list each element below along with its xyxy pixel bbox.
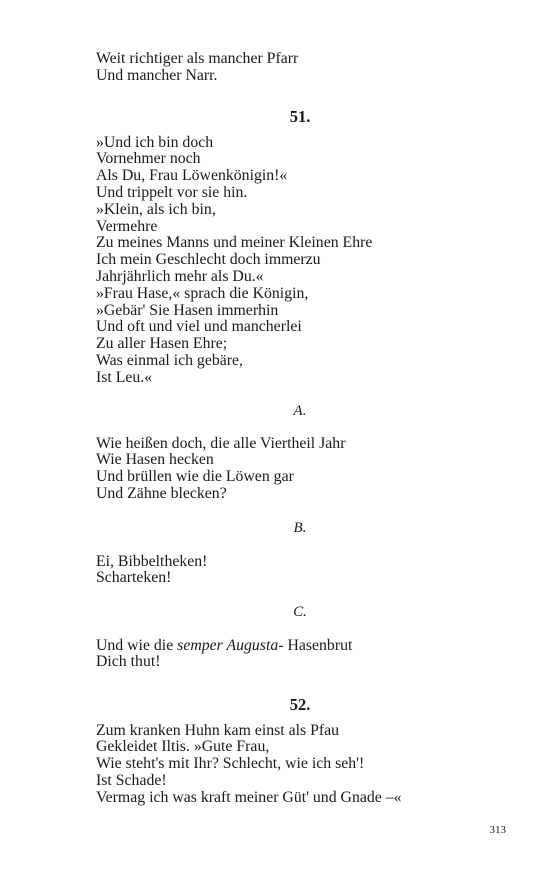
verse-line: Gekleidet Iltis. »Gute Frau, <box>96 738 270 756</box>
verse-line: Wie heißen doch, die alle Viertheil Jahr <box>96 434 346 452</box>
verse-line: Dich thut! <box>96 653 161 671</box>
verse-line: Ist Leu.« <box>96 368 153 386</box>
poem-number-51: 51. <box>289 107 311 126</box>
verse-line: »Gebär' Sie Hasen immerhin <box>96 301 279 319</box>
verse-line: Wie Hasen hecken <box>96 451 214 469</box>
verse-line: Ei, Bibbeltheken! <box>96 552 208 570</box>
verse-line: »Klein, als ich bin, <box>96 200 216 218</box>
carryover-verse <box>96 51 504 85</box>
page-number: 313 <box>489 824 506 836</box>
verse-line: Als Du, Frau Löwenkönigin!« <box>96 167 288 185</box>
verse-line: Weit richtiger als mancher Pfarr <box>96 50 299 67</box>
part-a-verse <box>96 436 504 503</box>
verse-line: Scharteken! <box>96 569 172 587</box>
part-label-a: A. <box>293 403 307 419</box>
verse-text: - Hasenbrut <box>278 636 353 654</box>
verse-line: Vermehre <box>96 217 158 235</box>
verse-line: Was einmal ich gebäre, <box>96 351 243 369</box>
verse-line: Ich mein Geschlecht doch immerzu <box>96 251 321 269</box>
verse-line: Wie steht's mit Ihr? Schlecht, wie ich seh'! <box>96 755 365 773</box>
verse-line: Und trippelt vor sie hin. <box>96 183 248 201</box>
verse-line: Und Zähne blecken? <box>96 484 227 502</box>
verse-line: Und brüllen wie die Löwen gar <box>96 468 294 486</box>
latin-phrase: semper Augusta <box>177 636 279 654</box>
poem-52-stanza <box>96 723 504 807</box>
verse-line: Vermag ich was kraft meiner Güt' und Gnade –« <box>96 788 402 806</box>
verse-line: Ist Schade! <box>96 771 167 789</box>
verse-line: Und oft und viel und mancherlei <box>96 318 302 336</box>
verse-line: »Und ich bin doch <box>96 133 214 151</box>
verse-text: Und wie die <box>96 636 178 654</box>
poem-51-stanza <box>96 135 504 387</box>
verse-line: Vornehmer noch <box>96 150 201 168</box>
verse-line: Zum kranken Huhn kam einst als Pfau <box>96 721 340 739</box>
poem-number-52: 52. <box>289 695 311 714</box>
part-label-b: B. <box>293 520 307 536</box>
verse-line: »Frau Hase,« sprach die Königin, <box>96 284 309 302</box>
verse-line: Zu meines Manns und meiner Kleinen Ehre <box>96 234 373 252</box>
verse-line: Jahrjährlich mehr als Du.« <box>96 267 264 285</box>
part-label-c: C. <box>293 604 307 620</box>
part-c-verse <box>96 638 504 672</box>
verse-line: Zu aller Hasen Ehre; <box>96 335 228 353</box>
verse-line: Und mancher Narr. <box>96 66 218 84</box>
part-b-verse <box>96 554 504 588</box>
verse-line <box>96 638 504 655</box>
